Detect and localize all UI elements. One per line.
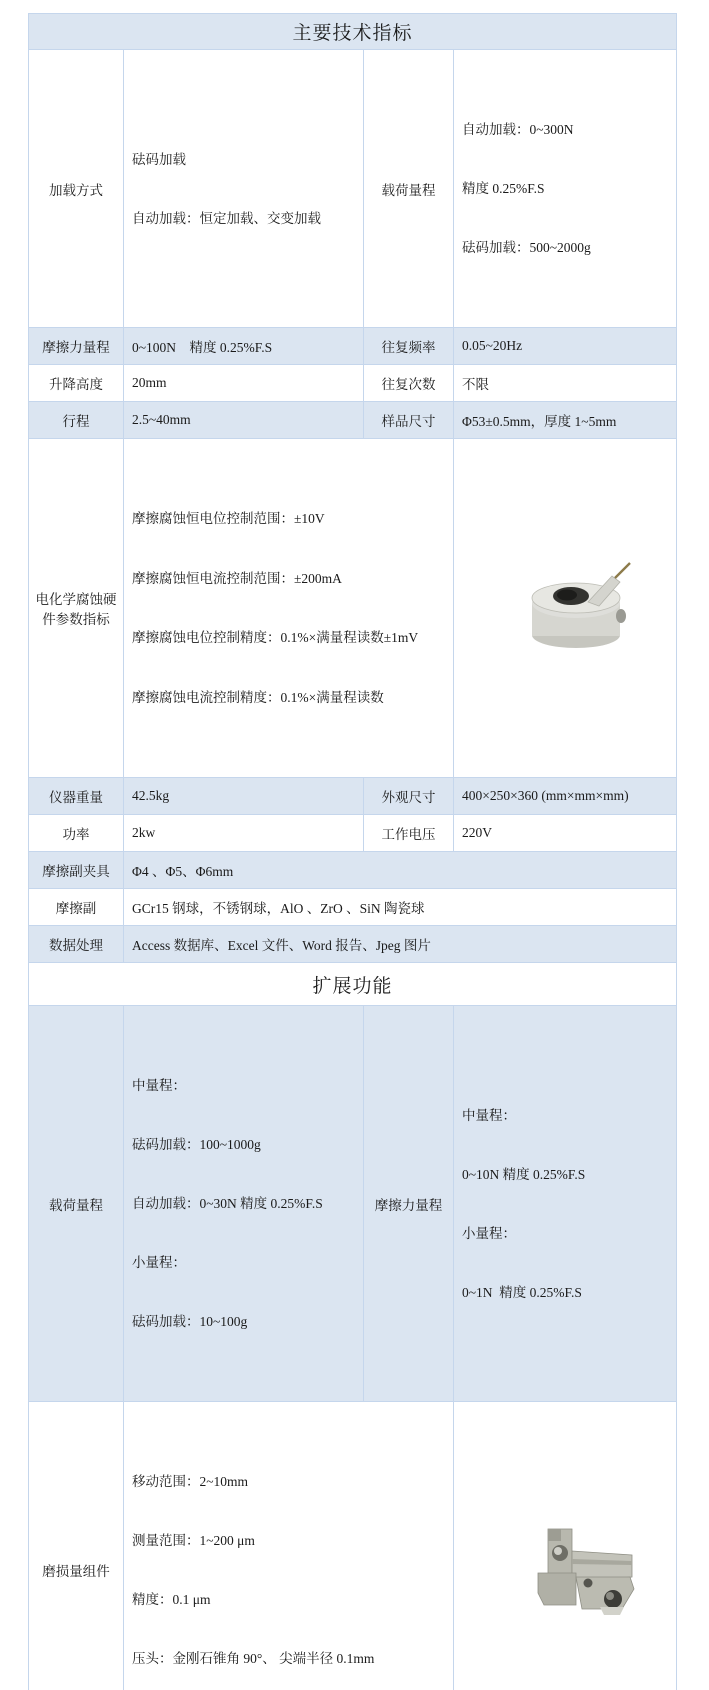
value-data-processing: Access 数据库、Excel 文件、Word 报告、Jpeg 图片 — [124, 926, 677, 963]
label-load-range: 载荷量程 — [364, 50, 454, 328]
corrosion-cell-image — [504, 527, 654, 625]
label-power: 功率 — [29, 815, 124, 852]
label-ext-friction-range: 摩擦力量程 — [364, 1006, 454, 1402]
value-line: 砝码加载：500~2000g — [462, 234, 668, 261]
label-friction-force-range: 摩擦力量程 — [29, 328, 124, 365]
wear-component-image — [504, 1489, 654, 1587]
label-dimensions: 外观尺寸 — [364, 778, 454, 815]
label-reciprocating-frequency: 往复频率 — [364, 328, 454, 365]
value-loading-method — [124, 50, 364, 328]
value-line: 精度：0.1 μm — [132, 1586, 445, 1613]
value-line: 摩擦腐蚀电位控制精度：0.1%×满量程读数±1mV — [132, 624, 445, 652]
value-line: 小量程： — [462, 1220, 668, 1247]
value-friction-force-range: 0~100N 精度 0.25%F.S — [124, 328, 364, 365]
value-power: 2kw — [124, 815, 364, 852]
value-line: 摩擦腐蚀恒电位控制范围：±10V — [132, 505, 445, 533]
wear-component-photo — [454, 1402, 677, 1690]
value-line: 自动加载：恒定加载、交变加载 — [132, 205, 355, 232]
value-stroke: 2.5~40mm — [124, 402, 364, 439]
value-line: 摩擦腐蚀恒电流控制范围：±200mA — [132, 565, 445, 593]
value-lift-height: 20mm — [124, 365, 364, 402]
value-ext-load-range — [124, 1006, 364, 1402]
value-line: 摩擦腐蚀电流控制精度：0.1%×满量程读数 — [132, 684, 445, 712]
ext-section-title: 扩展功能 — [29, 963, 677, 1006]
value-reciprocating-frequency: 0.05~20Hz — [454, 328, 677, 365]
label-stroke: 行程 — [29, 402, 124, 439]
label-working-voltage: 工作电压 — [364, 815, 454, 852]
value-line: 中量程： — [462, 1102, 668, 1129]
value-wear-component — [124, 1402, 454, 1690]
value-sample-size: Φ53±0.5mm，厚度 1~5mm — [454, 402, 677, 439]
label-friction-pair-fixture: 摩擦副夹具 — [29, 852, 124, 889]
label-instrument-weight: 仪器重量 — [29, 778, 124, 815]
label-loading-method: 加载方式 — [29, 50, 124, 328]
value-line: 精度 0.25%F.S — [462, 175, 668, 202]
label-lift-height: 升降高度 — [29, 365, 124, 402]
value-friction-pair: GCr15 钢球，不锈钢球，AlO 、ZrO 、SiN 陶瓷球 — [124, 889, 677, 926]
value-line: 砝码加载：100~1000g — [132, 1131, 355, 1158]
value-line: 砝码加载：10~100g — [132, 1308, 355, 1335]
value-instrument-weight: 42.5kg — [124, 778, 364, 815]
value-line: 小量程： — [132, 1249, 355, 1276]
value-line: 测量范围：1~200 μm — [132, 1527, 445, 1554]
value-line: 压头：金刚石锥角 90°、 尖端半径 0.1mm — [132, 1645, 445, 1672]
value-line: 自动加载：0~300N — [462, 116, 668, 143]
label-wear-component: 磨损量组件 — [29, 1402, 124, 1690]
value-electrochemical-params — [124, 439, 454, 778]
value-load-range — [454, 50, 677, 328]
value-line: 0~10N 精度 0.25%F.S — [462, 1161, 668, 1188]
value-line: 中量程： — [132, 1072, 355, 1099]
value-working-voltage: 220V — [454, 815, 677, 852]
label-ext-load-range: 载荷量程 — [29, 1006, 124, 1402]
label-sample-size: 样品尺寸 — [364, 402, 454, 439]
value-line: 砝码加载 — [132, 146, 355, 173]
value-friction-pair-fixture: Φ4 、Φ5、Φ6mm — [124, 852, 677, 889]
corrosion-cell-photo — [454, 439, 677, 778]
label-reciprocating-count: 往复次数 — [364, 365, 454, 402]
spec-table — [28, 13, 677, 1690]
label-data-processing: 数据处理 — [29, 926, 124, 963]
label-electrochemical-params: 电化学腐蚀硬件参数指标 — [29, 439, 124, 778]
value-line: 移动范围：2~10mm — [132, 1468, 445, 1495]
value-line: 0~1N 精度 0.25%F.S — [462, 1279, 668, 1306]
value-reciprocating-count: 不限 — [454, 365, 677, 402]
label-friction-pair: 摩擦副 — [29, 889, 124, 926]
value-dimensions: 400×250×360 (mm×mm×mm) — [454, 778, 677, 815]
main-section-title: 主要技术指标 — [29, 14, 677, 50]
value-ext-friction-range — [454, 1006, 677, 1402]
value-line: 自动加载：0~30N 精度 0.25%F.S — [132, 1190, 355, 1217]
